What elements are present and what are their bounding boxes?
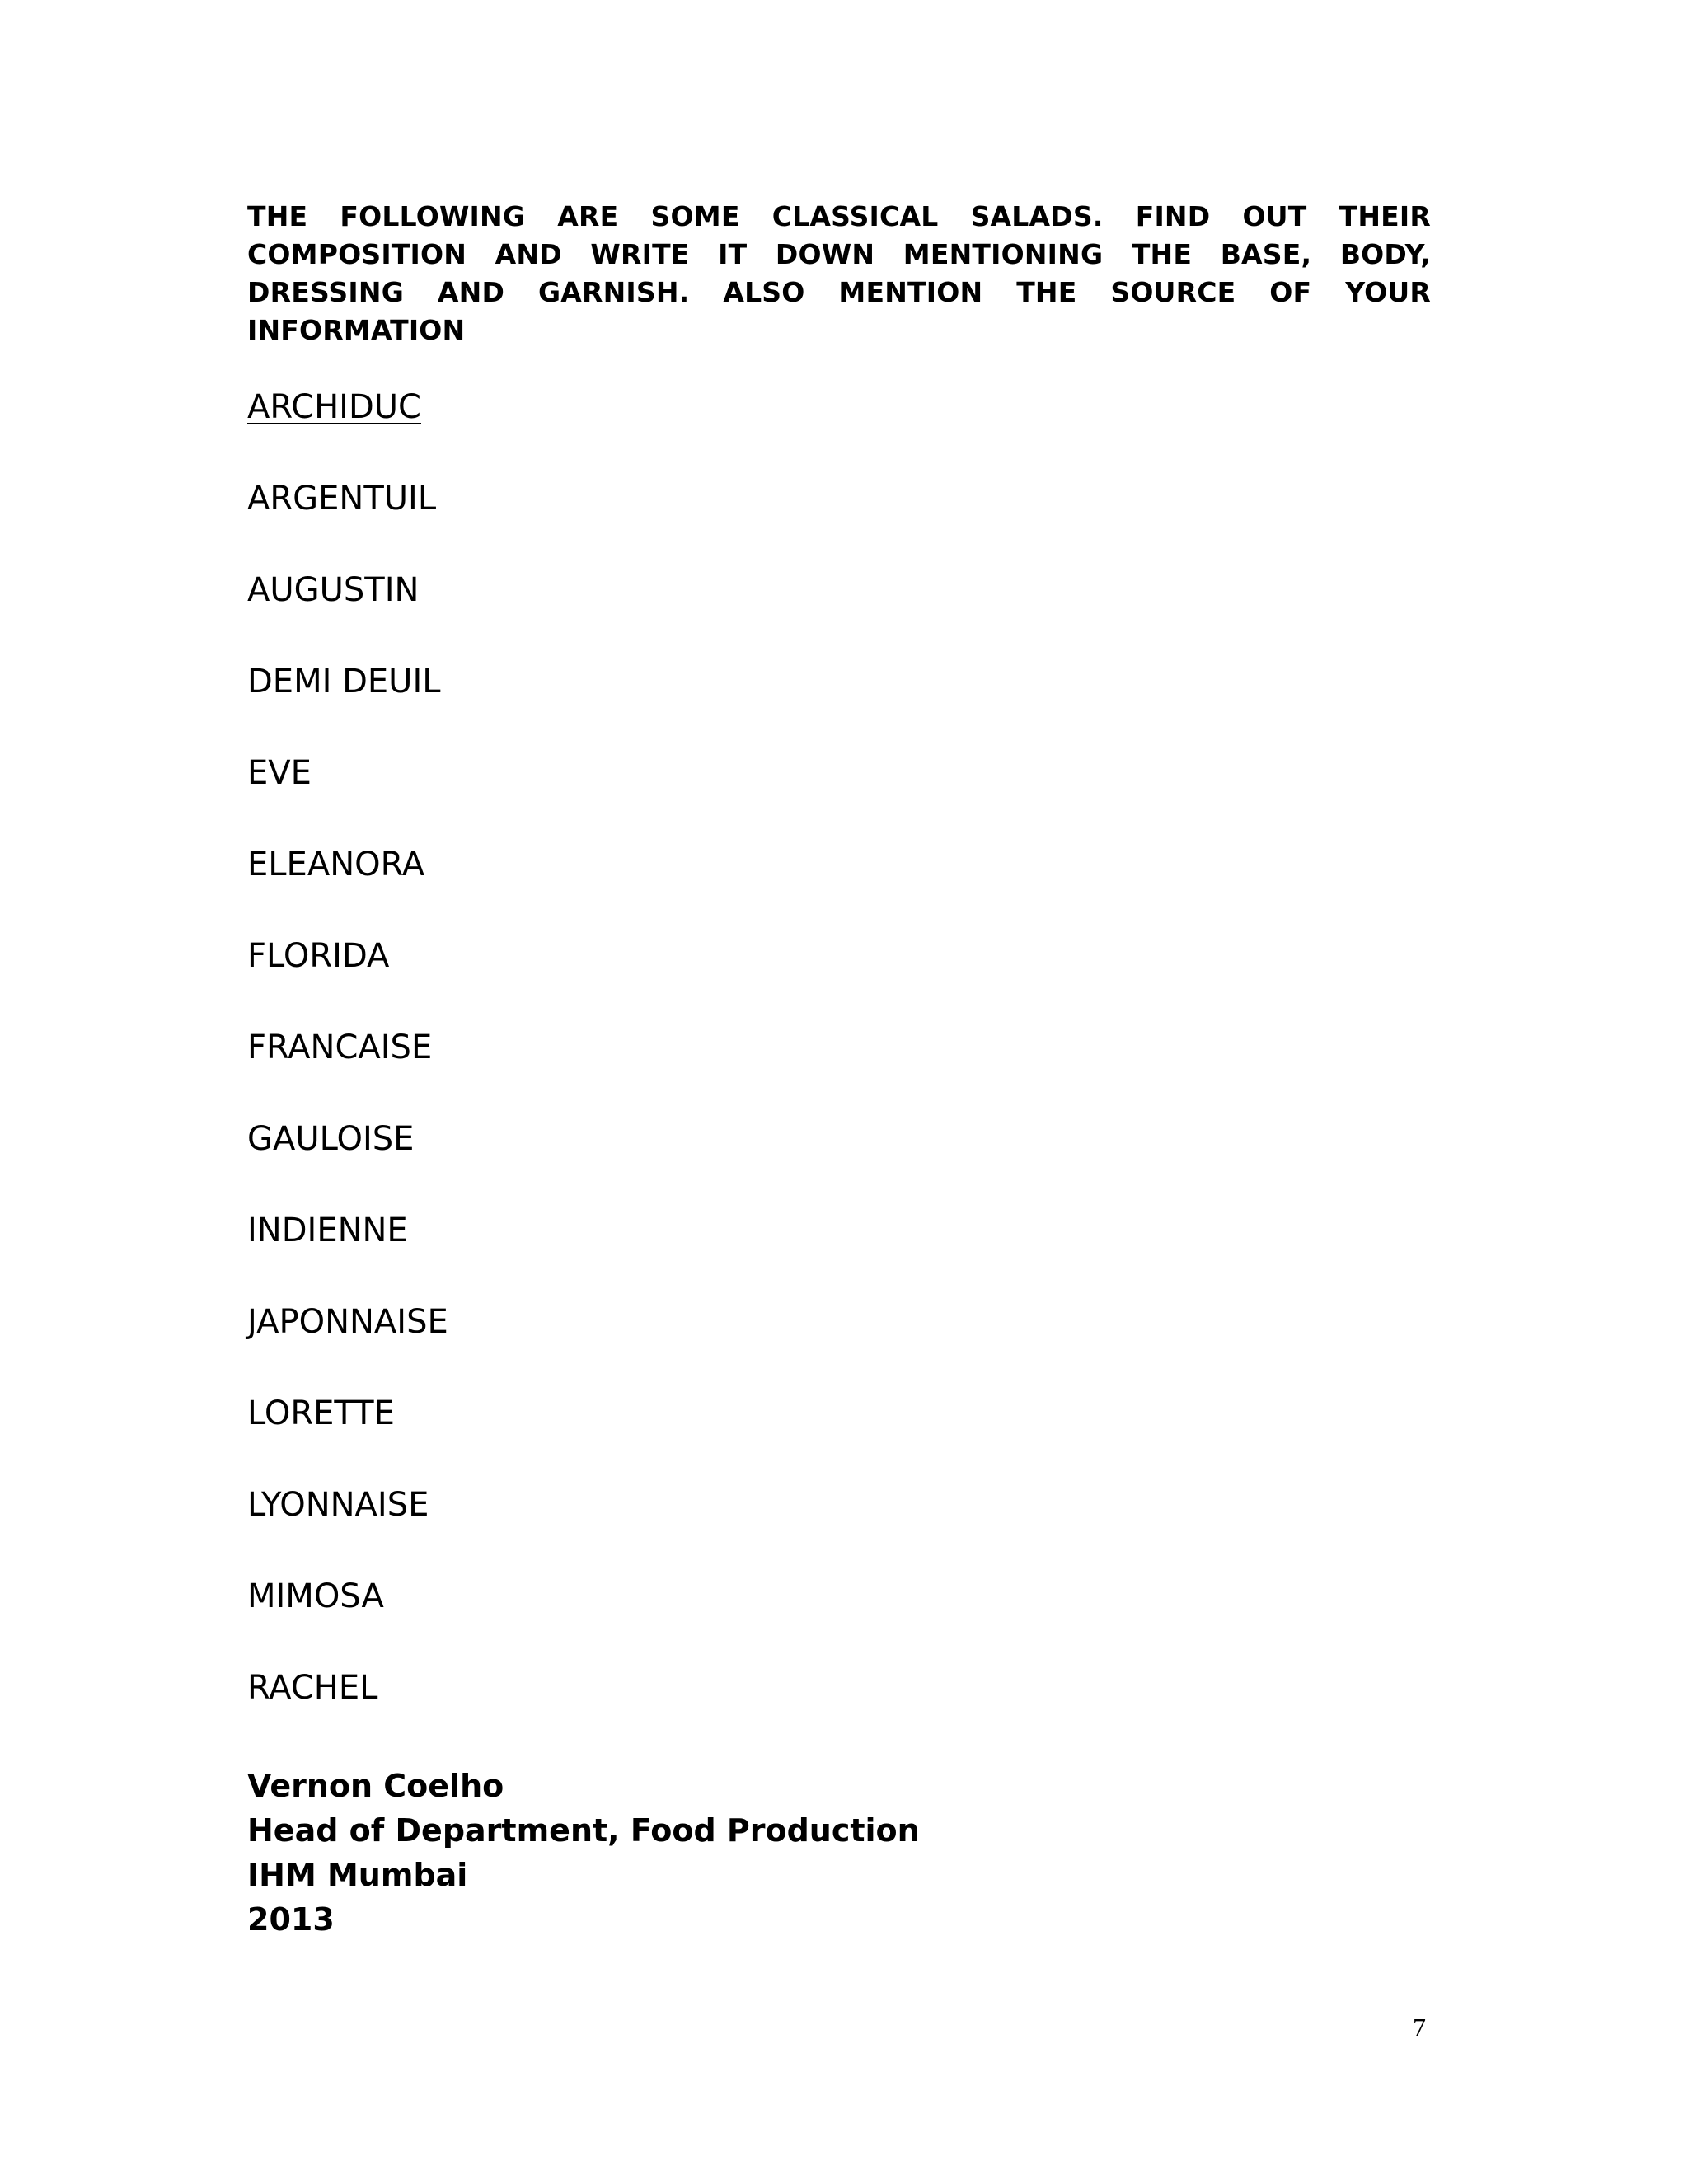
- salad-name: EVE: [247, 754, 312, 792]
- salad-item-eleanora: [247, 845, 448, 936]
- salad-item-lorette: [247, 1394, 448, 1485]
- document-year: 2013: [247, 1901, 335, 1938]
- author-institution: IHM Mumbai: [247, 1857, 468, 1893]
- salad-item-archiduc: [247, 387, 448, 479]
- salad-item-eve: [247, 753, 448, 845]
- signature-block: [247, 1764, 920, 1942]
- salad-name: INDIENNE: [247, 1212, 408, 1249]
- salad-name: ARCHIDUC: [247, 388, 421, 426]
- salad-item-demi-deuil: [247, 662, 448, 753]
- salad-name: LORETTE: [247, 1394, 395, 1432]
- salad-name: AUGUSTIN: [247, 571, 420, 609]
- salad-list: [247, 387, 448, 1760]
- salad-item-indienne: [247, 1211, 448, 1302]
- salad-name: FRANCAISE: [247, 1029, 433, 1066]
- salad-item-francaise: [247, 1028, 448, 1119]
- salad-name: LYONNAISE: [247, 1486, 429, 1524]
- salad-name: GAULOISE: [247, 1120, 415, 1158]
- author-name: Vernon Coelho: [247, 1768, 504, 1804]
- salad-item-gauloise: [247, 1119, 448, 1211]
- salad-name: JAPONNAISE: [247, 1303, 448, 1341]
- salad-item-mimosa: [247, 1577, 448, 1668]
- salad-item-florida: [247, 936, 448, 1028]
- salad-name: RACHEL: [247, 1669, 378, 1707]
- salad-item-lyonnaise: [247, 1485, 448, 1577]
- page-number: 7: [1413, 2013, 1426, 2042]
- instructions-text: THE FOLLOWING ARE SOME CLASSICAL SALADS. FIND OUT THEIR COMPOSITION AND WRITE IT DOWN MENTIONING THE BASE, BODY, DRESSING AND GARNISH. ALSO MENTION THE SOURCE OF YOUR INFORMATION: [247, 200, 1431, 346]
- author-position: Head of Department, Food Production: [247, 1812, 920, 1849]
- salad-item-rachel: [247, 1668, 448, 1760]
- salad-name: DEMI DEUIL: [247, 663, 441, 701]
- salad-item-augustin: [247, 570, 448, 662]
- salad-name: FLORIDA: [247, 937, 390, 975]
- salad-item-japonnaise: [247, 1302, 448, 1394]
- salad-item-argentuil: [247, 479, 448, 570]
- salad-name: MIMOSA: [247, 1577, 384, 1615]
- salad-name: ELEANORA: [247, 846, 425, 883]
- salad-name: ARGENTUIL: [247, 480, 437, 518]
